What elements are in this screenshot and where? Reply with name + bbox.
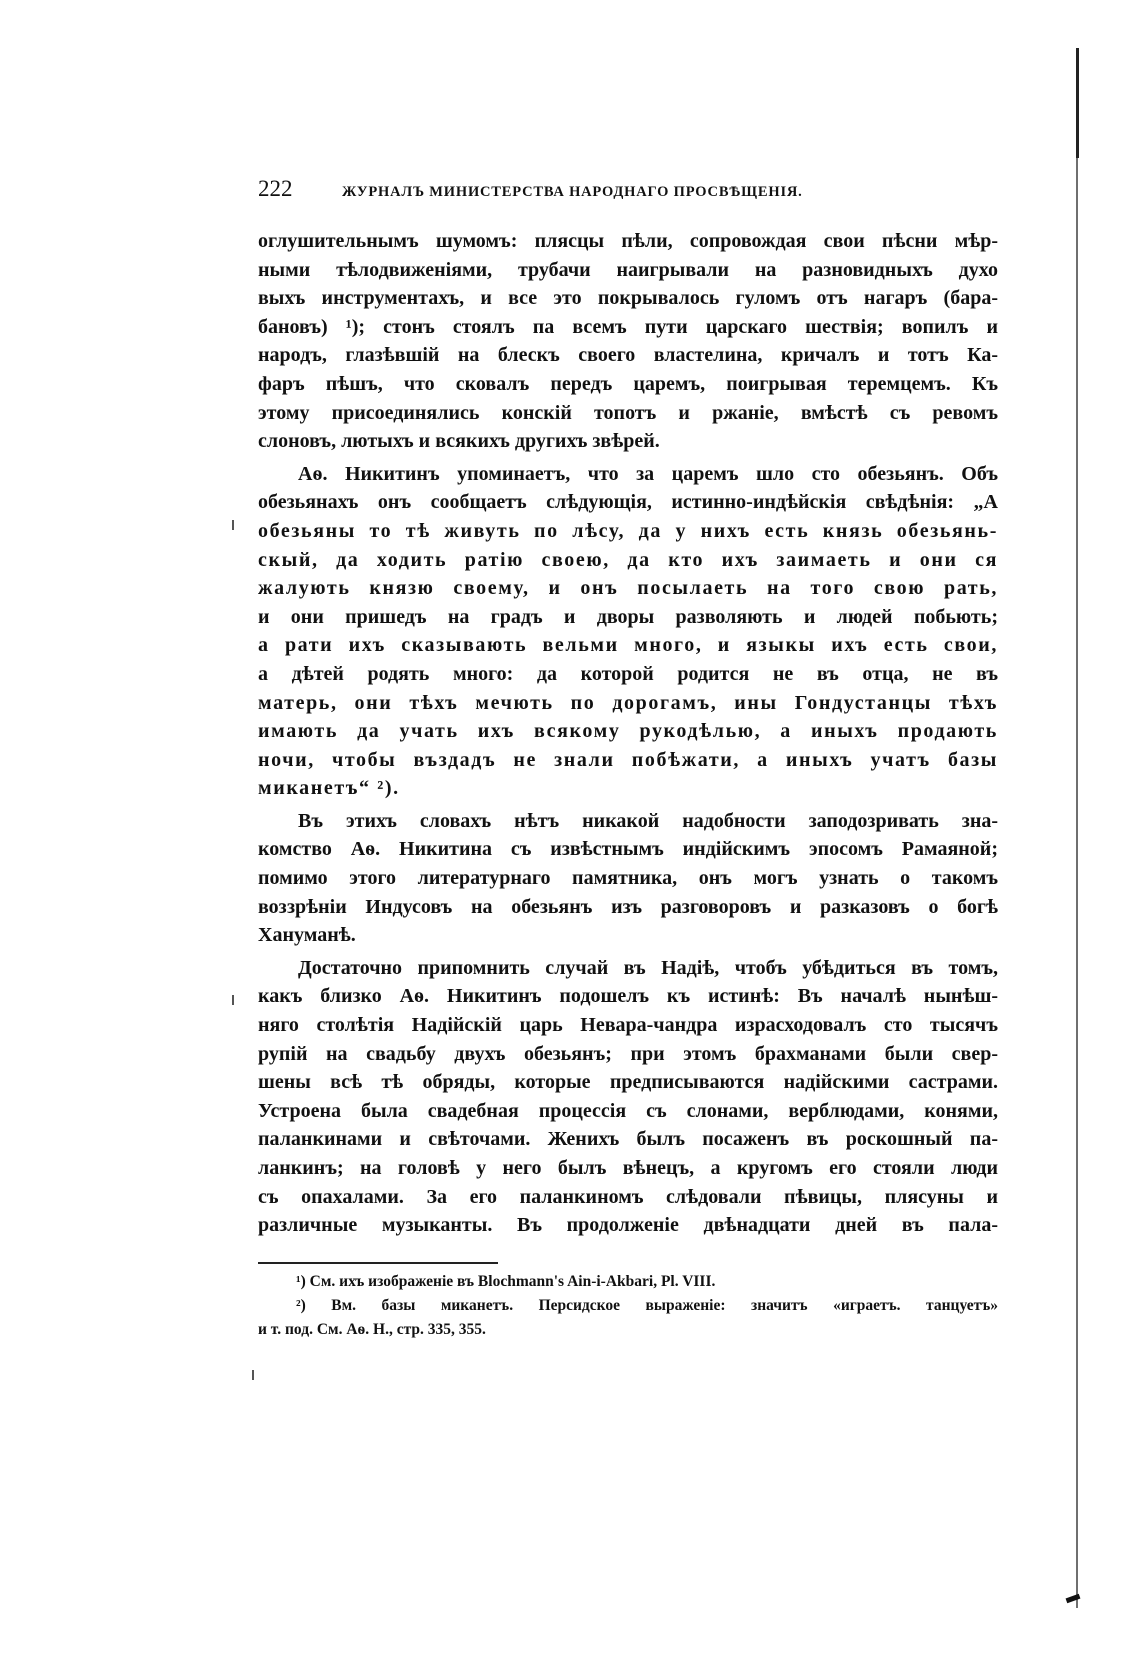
quote-line: имають да учать ихъ всякому рукодѣлью, а иныхъ продають: [258, 720, 998, 743]
text-line: какъ близко Аѳ. Никитинъ подошелъ къ истинѣ: Въ началѣ нынѣш-: [258, 985, 998, 1008]
scan-speck: [232, 520, 234, 530]
paragraph-1: [258, 227, 998, 456]
text-line: бановъ) ¹); стонъ стоялъ па всемъ пути царскаго шествія; вопилъ и: [258, 315, 998, 338]
text-line: этому присоединялись конскій топотъ и ржаніе, вмѣстѣ съ ревомъ: [258, 401, 998, 424]
paragraph-3: [258, 807, 998, 950]
text-line: няго столѣтія Надійскій царь Невара-чандра израсходовалъ сто тысячъ: [258, 1014, 998, 1037]
binding-edge-shadow: [1076, 48, 1079, 158]
text-line: различные музыканты. Въ продолженіе двѣнадцати дней въ пала-: [258, 1214, 998, 1237]
text-line: паланкинами и свѣточами. Женихъ былъ посаженъ въ роскошный па-: [258, 1128, 998, 1151]
running-head: ЖУРНАЛЪ МИНИСТЕРСТВА НАРОДНАГО ПРОСВѢЩЕНІЯ.: [342, 184, 803, 200]
scan-speck: [232, 995, 234, 1005]
text-line: обезьянахъ онъ сообщаетъ слѣдующія, истинно-индѣйскія свѣдѣнія: „А: [258, 491, 998, 514]
binding-edge-mark: [1066, 1594, 1081, 1603]
text-line: Хануманѣ.: [258, 924, 356, 947]
quote-line: обезьяны то тѣ живуть по лѣсу, да у нихъ есть князь обезьянь-: [258, 519, 998, 542]
quote-line: и они пришедъ на градъ и дворы разволяють и людей побьють;: [258, 605, 998, 628]
text-line: шены всѣ тѣ обряды, которые предписываются надійскими састрами.: [258, 1071, 998, 1094]
text-line: народъ, глазѣвшій на блескъ своего властелина, кричалъ и тотъ Ка-: [258, 344, 998, 367]
text-line: ными тѣлодвиженіями, трубачи наигрывали на разновидныхъ духо: [258, 258, 998, 281]
text-line: Устроена была свадебная процессія съ слонами, верблюдами, конями,: [258, 1099, 998, 1122]
text-line: фаръ пѣшъ, что сковалъ передъ царемъ, поигрывая теремцемъ. Къ: [258, 372, 998, 395]
footnote-2: ²) Вм. базы миканетъ. Персидское выраженіе: значитъ «играетъ. танцуетъ»: [296, 1297, 998, 1314]
text-line: Аѳ. Никитинъ упоминаетъ, что за царемъ шло сто обезьянъ. Объ: [298, 462, 998, 485]
footnotes: [258, 1270, 998, 1342]
text-line: Достаточно припомнить случай въ Надіѣ, чтобъ убѣдиться въ томъ,: [298, 956, 998, 979]
text-line: оглушительнымъ шумомъ: плясцы пѣли, сопровождая свои пѣсни мѣр-: [258, 230, 998, 252]
scan-speck: [252, 1370, 254, 1380]
footnote-separator: [258, 1262, 498, 1264]
quote-line: жалують князю своему, и онъ посылаеть на того свою рать,: [258, 577, 998, 600]
footnote-2-continued: и т. под. См. Аѳ. Н., стр. 335, 355.: [258, 1321, 486, 1338]
text-line: Въ этихъ словахъ нѣтъ никакой надобности заподозривать зна-: [298, 809, 998, 832]
text-line: съ опахалами. За его паланкиномъ слѣдовали пѣвицы, плясуны и: [258, 1185, 998, 1208]
binding-edge-line: [1076, 48, 1078, 1608]
text-line: воззрѣніи Индусовъ на обезьянъ изъ разговоровъ и разказовъ о богѣ: [258, 895, 998, 918]
text-line: слоновъ, лютыхъ и всякихъ другихъ звѣрей.: [258, 430, 660, 453]
page-number: 222: [258, 176, 293, 201]
quote-line: миканетъ“ ²).: [258, 777, 400, 800]
body-text: [258, 227, 998, 1240]
quote-line: матерь, они тѣхъ мечють по дорогамъ, ины Гондустанцы тѣхъ: [258, 691, 998, 714]
text-line: помимо этого литературнаго памятника, онъ могъ узнать о такомъ: [258, 867, 998, 890]
text-line: выхъ инструментахъ, и все это покрывалось гуломъ отъ нагаръ (бара-: [258, 287, 998, 310]
paragraph-2: [258, 460, 998, 803]
text-line: ланкинъ; на головѣ у него былъ вѣнецъ, а кругомъ его стояли люди: [258, 1157, 998, 1179]
paragraph-4: [258, 954, 998, 1240]
quote-line: а дѣтей родять много: да которой родится не въ отца, не въ: [258, 662, 998, 685]
footnote-1: ¹) См. ихъ изображеніе въ Blochmann's Ain-i-Akbari, Pl. VIII.: [296, 1273, 716, 1290]
page-header: [258, 176, 998, 208]
text-line: рупій на свадьбу двухъ обезьянъ; при этомъ брахманами были свер-: [258, 1042, 998, 1065]
quote-line: ночи, чтобы въздадъ не знали побѣжати, а иныхъ учатъ базы: [258, 748, 998, 771]
quote-line: скый, да ходить ратію своею, да кто ихъ заимаеть и они ся: [258, 548, 998, 571]
quote-line: а рати ихъ сказывають вельми много, и языкы ихъ есть свои,: [258, 634, 998, 657]
text-line: комство Аѳ. Никитина съ извѣстнымъ индійскимъ эпосомъ Рамаяной;: [258, 838, 998, 861]
